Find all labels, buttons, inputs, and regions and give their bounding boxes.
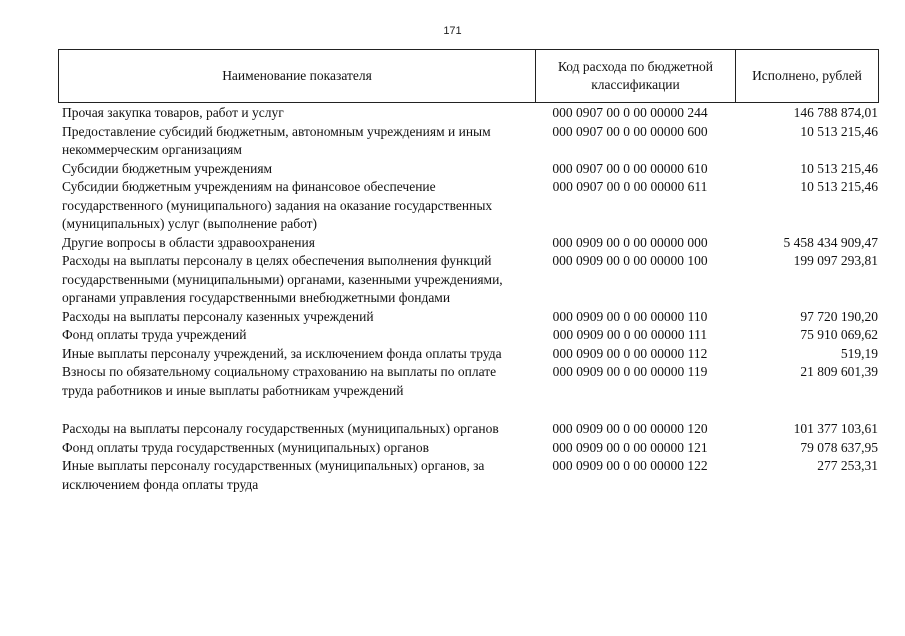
- row-name: Расходы на выплаты персоналу государственных (муниципальных) органов: [62, 421, 499, 436]
- row-code: 000 0909 00 0 00 00000 112: [552, 345, 708, 361]
- column-header-executed: Исполнено, рублей: [752, 68, 862, 83]
- table-body: [62, 104, 880, 494]
- row-executed: 5 458 434 909,47: [783, 234, 878, 250]
- table-row: [62, 123, 880, 160]
- table-row: [62, 160, 880, 179]
- row-name: Расходы на выплаты персоналу в целях обеспечения выполнения функций государственными (муниципальными) органами, казенными учреждениями, органами управления государственными внебюджетными фондами: [62, 253, 503, 305]
- row-name: Иные выплаты персоналу государственных (муниципальных) органов, за исключением фонда оплаты труда: [62, 458, 485, 492]
- row-code: 000 0909 00 0 00 00000 122: [552, 458, 708, 473]
- column-header-name: Наименование показателя: [59, 50, 536, 102]
- row-executed: 21 809 601,39: [800, 364, 878, 379]
- page-number: 171: [443, 25, 462, 37]
- row-executed: 97 720 190,20: [800, 308, 878, 324]
- table-row: [62, 345, 880, 364]
- row-name: Фонд оплаты труда государственных (муниципальных) органов: [62, 439, 429, 455]
- table-row: [62, 234, 880, 253]
- table-row: [62, 104, 880, 123]
- row-name: Прочая закупка товаров, работ и услуг: [62, 105, 284, 120]
- table-row: [62, 420, 880, 439]
- row-code: 000 0907 00 0 00 00000 611: [552, 179, 708, 194]
- row-code: 000 0909 00 0 00 00000 110: [552, 308, 708, 324]
- row-name: Субсидии бюджетным учреждениям на финансовое обеспечение государственного (муниципального) задания на оказание государственных (муниципальных) услуг (выполнение работ): [62, 179, 493, 231]
- table-row: [62, 178, 880, 234]
- column-header-code: Код расхода по бюджетной классификации: [536, 50, 736, 102]
- row-executed: 10 513 215,46: [800, 160, 878, 176]
- table-row: [62, 439, 880, 458]
- row-name: Предоставление субсидий бюджетным, автономным учреждениям и иным некоммерческим организациям: [62, 123, 491, 157]
- row-code: 000 0909 00 0 00 00000 111: [552, 327, 708, 342]
- row-executed: 146 788 874,01: [793, 105, 878, 120]
- table-row: [62, 363, 880, 400]
- row-name: Взносы по обязательному социальному страхованию на выплаты по оплате труда работников и иные выплаты работникам учреждений: [62, 364, 497, 398]
- row-code: 000 0907 00 0 00 00000 244: [552, 105, 708, 120]
- row-executed: 75 910 069,62: [800, 327, 878, 342]
- row-code: 000 0909 00 0 00 00000 121: [552, 439, 708, 455]
- row-name: Фонд оплаты труда учреждений: [62, 327, 247, 342]
- row-executed: 101 377 103,61: [793, 421, 878, 436]
- row-code: 000 0909 00 0 00 00000 119: [552, 364, 708, 379]
- row-executed: 519,19: [840, 345, 878, 361]
- row-code: 000 0907 00 0 00 00000 610: [552, 160, 708, 176]
- row-name: Другие вопросы в области здравоохранения: [62, 234, 315, 250]
- table-row: [62, 308, 880, 327]
- table-row: [62, 457, 880, 494]
- row-executed: 10 513 215,46: [800, 179, 878, 194]
- row-code: 000 0909 00 0 00 00000 100: [552, 253, 708, 268]
- table-row: [62, 252, 880, 308]
- row-spacer: [62, 400, 880, 420]
- row-name: Расходы на выплаты персоналу казенных учреждений: [62, 308, 374, 324]
- row-code: 000 0909 00 0 00 00000 120: [552, 421, 708, 436]
- row-code: 000 0909 00 0 00 00000 000: [552, 234, 708, 250]
- row-executed: 10 513 215,46: [800, 123, 878, 139]
- row-executed: 199 097 293,81: [793, 253, 878, 268]
- row-name: Иные выплаты персоналу учреждений, за исключением фонда оплаты труда: [62, 345, 502, 361]
- table-header: [58, 49, 879, 103]
- row-code: 000 0907 00 0 00 00000 600: [552, 123, 708, 139]
- row-name: Субсидии бюджетным учреждениям: [62, 160, 273, 176]
- row-executed: 79 078 637,95: [800, 439, 878, 455]
- table-row: [62, 326, 880, 345]
- row-executed: 277 253,31: [817, 458, 878, 473]
